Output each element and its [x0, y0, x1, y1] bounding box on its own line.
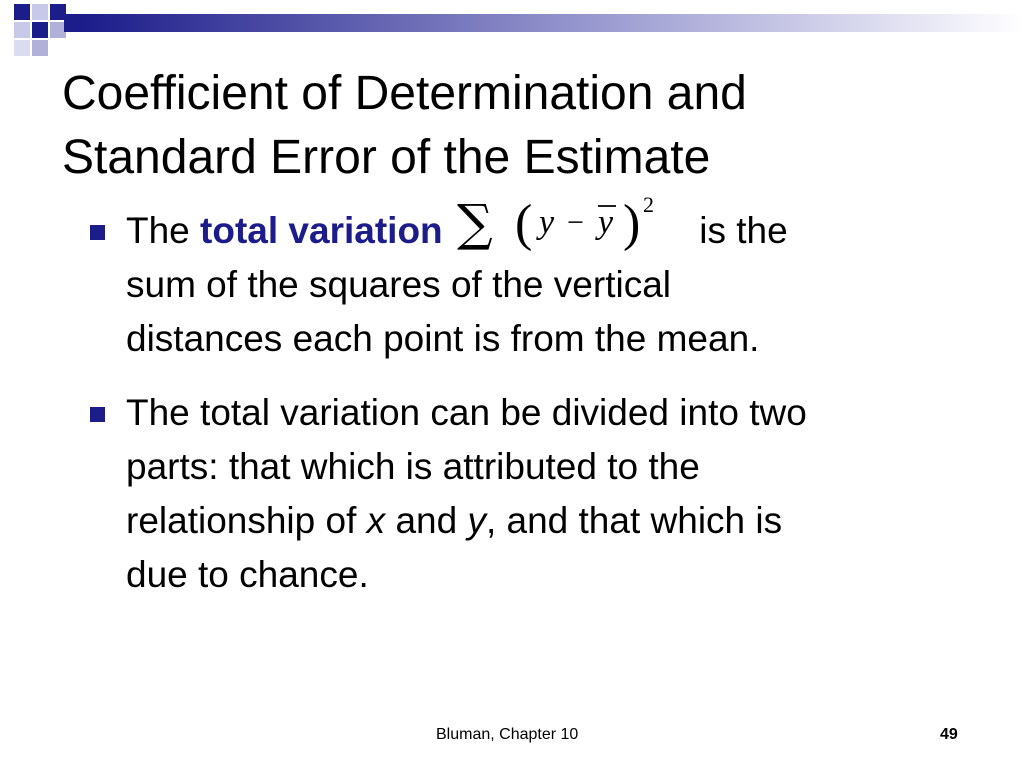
deco-square	[50, 22, 66, 38]
bullet1-lead: The	[126, 210, 190, 251]
title-line-2: Standard Error of the Estimate	[62, 131, 711, 184]
title-line-1: Coefficient of Determination and	[62, 67, 747, 120]
formula-minus: −	[566, 206, 584, 240]
formula-y-mean: y	[597, 204, 614, 242]
bullet1-line1	[126, 194, 990, 258]
bullet2-line4: due to chance.	[126, 554, 369, 596]
deco-square	[64, 14, 80, 32]
keyword-total-variation: total variation	[200, 210, 443, 251]
bullet2-line3-c: , and that which is	[485, 500, 783, 542]
bullet2-line3	[126, 494, 990, 548]
total-variation-formula	[453, 194, 689, 258]
formula-exponent: 2	[642, 194, 654, 218]
bullet2-line2: parts: that which is attributed to the	[126, 446, 700, 488]
deco-square	[14, 22, 30, 38]
deco-square	[50, 4, 66, 20]
formula-sum-symbol: ∑	[456, 194, 493, 253]
bullet2-line3-b: and	[395, 500, 458, 542]
bullet2-line3-a: relationship of	[126, 500, 357, 542]
bullet1-trail: is the	[699, 210, 788, 251]
formula-right-paren: )	[622, 195, 641, 253]
slide-title	[62, 62, 962, 190]
deco-square	[14, 40, 30, 56]
deco-square	[32, 22, 48, 38]
deco-square	[32, 40, 48, 56]
formula-left-paren: (	[514, 195, 533, 253]
header-gradient-bar	[80, 14, 1024, 32]
bullet-list	[90, 194, 990, 602]
square-bullet-icon	[90, 225, 105, 240]
deco-square	[14, 4, 30, 20]
page-number: 49	[940, 726, 958, 743]
formula-y: y	[538, 204, 555, 242]
bullet2-line1: The total variation can be divided into two	[126, 392, 807, 434]
variable-y: y	[467, 500, 486, 542]
variable-x: x	[366, 500, 386, 542]
footer-source: Bluman, Chapter 10	[436, 726, 579, 743]
bullet-total-variation	[90, 194, 990, 366]
bullet1-line2: sum of the squares of the vertical	[126, 264, 671, 306]
square-bullet-icon	[90, 407, 105, 422]
bullet-divided-variation	[90, 386, 990, 602]
bullet1-line3: distances each point is from the mean.	[126, 318, 760, 360]
deco-square	[32, 4, 48, 20]
title-decoration	[0, 0, 1024, 64]
